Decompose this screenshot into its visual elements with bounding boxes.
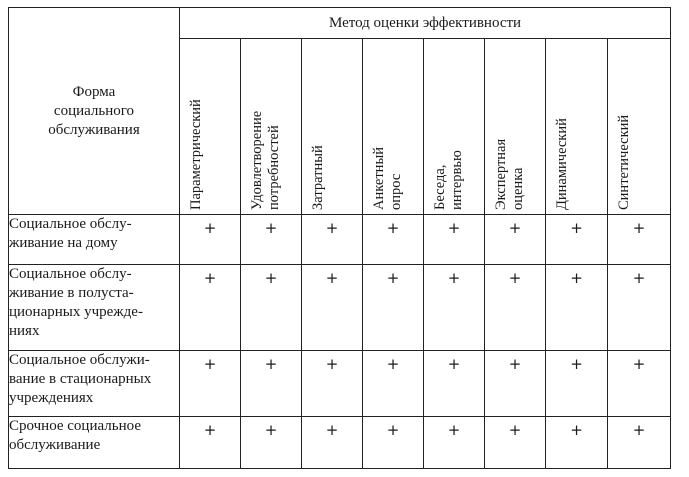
mark-cell [241,215,302,265]
mark-cell [241,351,302,417]
mark-cell [363,417,424,469]
plus-mark: + [325,355,339,373]
method-label: Удовлетворение потребностей [249,110,282,210]
mark-cell [608,215,671,265]
mark-cell [485,215,546,265]
plus-mark: + [570,355,583,373]
method-header-wrap [310,45,350,210]
plus-mark: + [570,219,583,237]
plus-mark: + [508,219,522,237]
method-label: Динамический [554,118,570,210]
plus-mark: + [570,269,583,287]
plus-mark: + [447,219,461,237]
mark-cell [180,215,241,265]
mark-cell [485,351,546,417]
plus-mark: + [203,421,217,439]
plus-mark: + [508,355,522,373]
evaluation-methods-table [8,7,671,469]
row-label: Социальное обслужи- вание в стационарных учреждениях [9,351,180,417]
method-header-wrap [493,45,533,210]
method-header-wrap [432,45,472,210]
mark-cell [302,215,363,265]
method-label: Экспертная оценка [493,138,526,210]
method-header-3 [302,39,363,215]
plus-mark: + [264,355,278,373]
plus-mark: + [386,421,400,439]
mark-cell [180,351,241,417]
method-label: Параметрический [188,99,204,210]
plus-mark: + [447,355,461,373]
mark-cell [424,215,485,265]
mark-cell [608,351,671,417]
mark-cell [241,265,302,351]
method-header-wrap [188,45,228,210]
plus-mark: + [447,421,461,439]
mark-cell [546,215,608,265]
method-label: Синтетический [616,114,632,210]
mark-cell [485,417,546,469]
plus-mark: + [325,421,339,439]
row-label: Социальное обслу- живание в полуста- ционарных учрежде- ниях [9,265,180,351]
mark-cell [424,265,485,351]
plus-mark: + [325,219,339,237]
method-label: Затратный [310,145,326,210]
plus-mark: + [264,269,278,287]
plus-mark: + [632,219,646,237]
mark-cell [363,215,424,265]
group-header: Метод оценки эффективности [180,8,671,39]
mark-cell [302,265,363,351]
mark-cell [241,417,302,469]
mark-cell [546,417,608,469]
mark-cell [424,351,485,417]
plus-mark: + [264,421,278,439]
plus-mark: + [203,269,217,287]
method-header-2 [241,39,302,215]
plus-mark: + [508,421,522,439]
plus-mark: + [203,219,217,237]
plus-mark: + [264,219,278,237]
plus-mark: + [447,269,461,287]
mark-cell [608,417,671,469]
method-header-8 [608,39,671,215]
corner-header: Форма социального обслуживания [9,8,180,215]
plus-mark: + [570,421,583,439]
method-header-wrap [249,45,289,210]
mark-cell [546,265,608,351]
mark-cell [302,351,363,417]
mark-cell [302,417,363,469]
plus-mark: + [386,269,400,287]
plus-mark: + [508,269,522,287]
plus-mark: + [632,269,646,287]
mark-cell [608,265,671,351]
table-row [9,417,671,469]
plus-mark: + [632,421,646,439]
mark-cell [485,265,546,351]
mark-cell [363,351,424,417]
mark-cell [180,265,241,351]
method-header-wrap [616,45,656,210]
table-row [9,351,671,417]
plus-mark: + [386,219,400,237]
row-label: Социальное обслу- живание на дому [9,215,180,265]
method-header-wrap [371,45,411,210]
method-label: Анкетный опрос [371,147,404,210]
mark-cell [424,417,485,469]
method-header-1 [180,39,241,215]
plus-mark: + [386,355,400,373]
table-row [9,215,671,265]
plus-mark: + [203,355,217,373]
plus-mark: + [632,355,646,373]
mark-cell [363,265,424,351]
method-header-7 [546,39,608,215]
method-header-wrap [554,45,594,210]
method-header-4 [363,39,424,215]
table-row [9,265,671,351]
mark-cell [180,417,241,469]
row-label: Срочное социальное обслуживание [9,417,180,469]
mark-cell [546,351,608,417]
method-label: Беседа, интервью [432,150,465,210]
method-header-6 [485,39,546,215]
method-header-5 [424,39,485,215]
plus-mark: + [325,269,339,287]
